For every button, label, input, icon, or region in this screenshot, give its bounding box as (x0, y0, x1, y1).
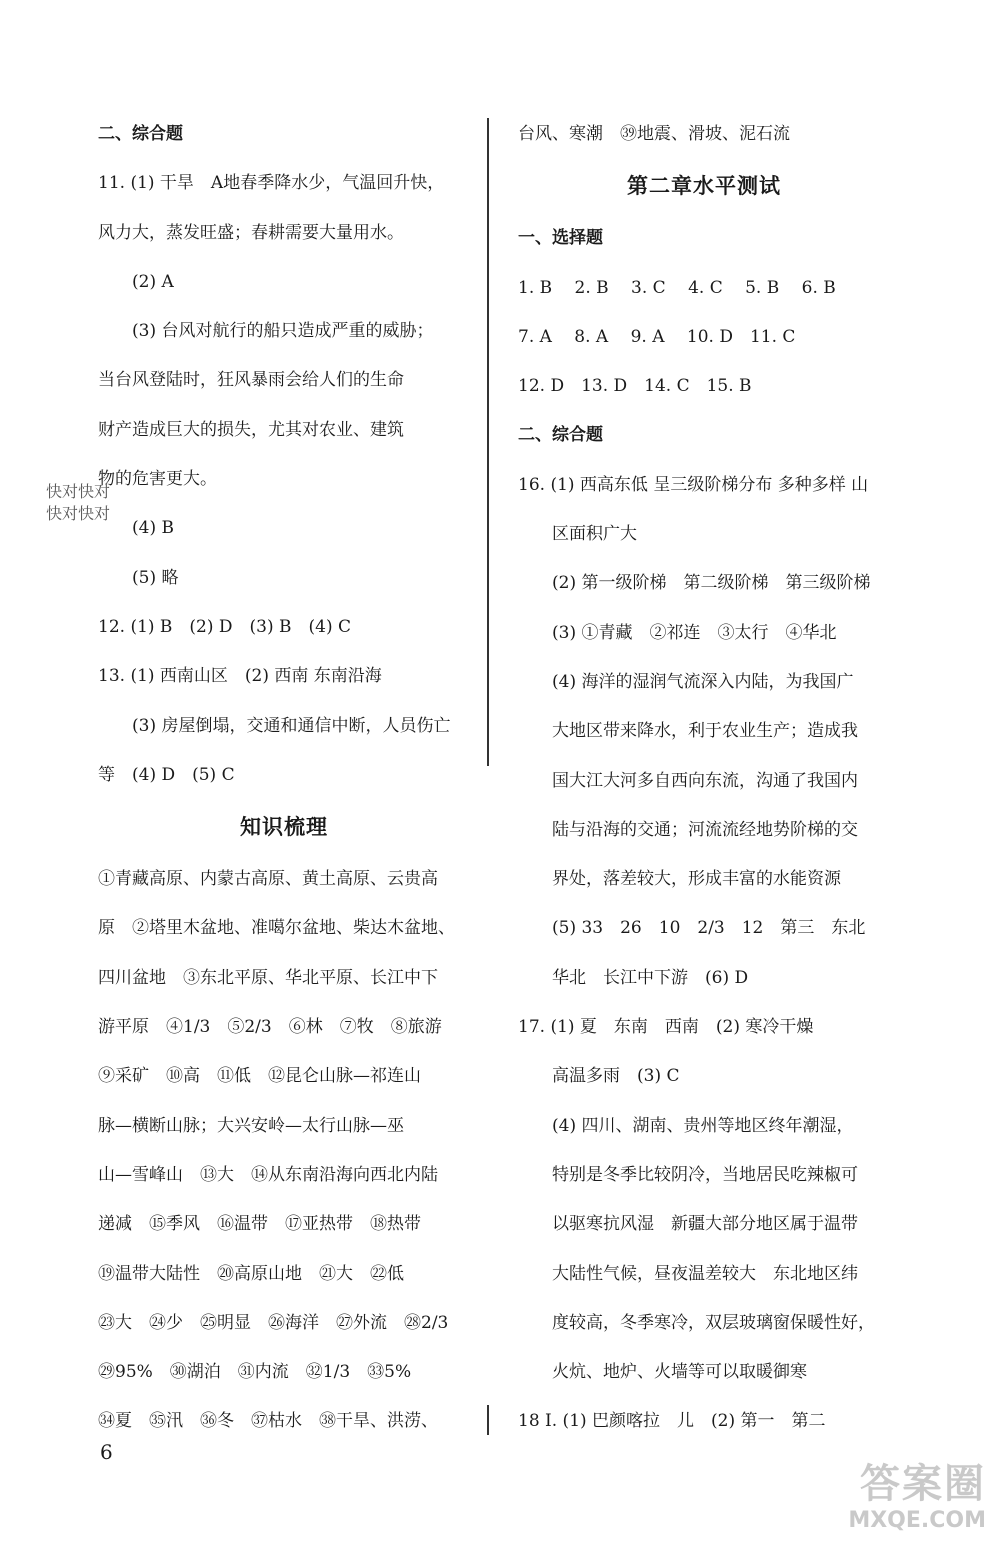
text-line: 大地区带来降水，利于农业生产；造成我 (552, 721, 858, 742)
page-number: 6 (100, 1440, 113, 1464)
text-line: 12. (1) B (2) D (3) B (4) C (98, 616, 351, 637)
text-line: (4) 海洋的湿润气流深入内陆，为我国广 (552, 671, 854, 692)
text-line: 界处，落差较大，形成丰富的水能资源 (552, 869, 841, 890)
text-line: 大陆性气候，昼夜温差较大 东北地区纬 (552, 1263, 858, 1284)
text-line: (4) B (132, 518, 174, 539)
text-line: 区面积广大 (552, 524, 637, 545)
section-heading: 二、综合题 (518, 425, 603, 446)
section-heading: 二、综合题 (98, 124, 183, 144)
text-line: 火炕、地炉、火墙等可以取暖御寒 (552, 1362, 807, 1383)
column-divider-bottom (487, 1405, 489, 1435)
text-line: (3) 台风对航行的船只造成严重的威胁； (132, 321, 434, 342)
text-line: ①青藏高原、内蒙古高原、黄土高原、云贵高 (98, 869, 438, 890)
text-line: 1. B 2. B 3. C 4. C 5. B 6. B (518, 277, 836, 298)
text-line: 游平原 ④1/3 ⑤2/3 ⑥林 ⑦牧 ⑧旅游 (98, 1017, 442, 1038)
section-title: 知识梳理 (240, 815, 328, 840)
watermark-logo: 答案圈 (860, 1461, 986, 1507)
text-line: 17. (1) 夏 东南 西南 (2) 寒冷干燥 (518, 1017, 814, 1038)
text-line: 18 Ⅰ. (1) 巴颜喀拉 儿 (2) 第一 第二 (518, 1411, 826, 1432)
text-line: 度较高，冬季寒冷，双层玻璃窗保暖性好， (552, 1312, 875, 1333)
text-line: 台风、寒潮 ㊴地震、滑坡、泥石流 (518, 124, 790, 144)
text-line: 脉—横断山脉；大兴安岭—太行山脉—巫 (98, 1115, 404, 1136)
watermark-corner (796, 1460, 986, 1540)
section-heading: 一、选择题 (518, 228, 603, 249)
text-line: 原 ②塔里木盆地、准噶尔盆地、柴达木盆地、 (98, 918, 455, 939)
text-line: 递减 ⑮季风 ⑯温带 ⑰亚热带 ⑱热带 (98, 1214, 421, 1235)
text-line: ㉞夏 ㉟汛 ㊱冬 ㊲枯水 ㊳干旱、洪涝、 (98, 1411, 438, 1432)
text-line: 特别是冬季比较阴冷，当地居民吃辣椒可 (552, 1164, 858, 1185)
text-line: (5) 33 26 10 2/3 12 第三 东北 (552, 918, 866, 939)
left-column (98, 110, 470, 1447)
text-line: 风力大，蒸发旺盛；春耕需要大量用水。 (98, 222, 404, 243)
text-line: 山—雪峰山 ⑬大 ⑭从东南沿海向西北内陆 (98, 1164, 438, 1185)
text-line: 华北 长江中下游 (6) D (552, 967, 749, 988)
right-column (518, 110, 890, 1447)
text-line: ㉓大 ㉔少 ㉕明显 ㉖海洋 ㉗外流 ㉘2/3 (98, 1312, 449, 1333)
text-line: 陆与沿海的交通；河流流经地势阶梯的交 (552, 819, 858, 840)
text-line: 13. (1) 西南山区 (2) 西南 东南沿海 (98, 666, 382, 687)
text-line: 当台风登陆时，狂风暴雨会给人们的生命 (98, 370, 404, 391)
text-line: 7. A 8. A 9. A 10. D 11. C (518, 326, 796, 347)
text-line: 财产造成巨大的损失，尤其对农业、建筑 (98, 419, 404, 440)
text-line: (2) A (132, 271, 174, 292)
text-line: ⑲温带大陆性 ⑳高原山地 ㉑大 ㉒低 (98, 1263, 404, 1284)
text-line: ㉙95% ㉚湖泊 ㉛内流 ㉜1/3 ㉝5% (98, 1362, 412, 1383)
text-line: 高温多雨 (3) C (552, 1066, 680, 1087)
text-line: (2) 第一级阶梯 第二级阶梯 第三级阶梯 (552, 573, 871, 594)
text-line: (4) 四川、湖南、贵州等地区终年潮湿， (552, 1115, 854, 1136)
watermark-left-line: 快对快对 (46, 504, 111, 523)
text-line: 国大江大河多自西向东流，沟通了我国内 (552, 770, 858, 791)
column-divider (487, 118, 489, 766)
watermark-left (46, 481, 110, 525)
text-line: ⑨采矿 ⑩高 ⑪低 ⑫昆仑山脉—祁连山 (98, 1066, 421, 1087)
text-line: (3) ①青藏 ②祁连 ③太行 ④华北 (552, 622, 837, 643)
text-line: 以驱寒抗风湿 新疆大部分地区属于温带 (552, 1214, 858, 1235)
text-line: (3) 房屋倒塌，交通和通信中断，人员伤亡 (132, 715, 451, 736)
text-line: 等 (4) D (5) C (98, 764, 235, 785)
text-line: 四川盆地 ③东北平原、华北平原、长江中下 (98, 967, 438, 988)
text-line: 物的危害更大。 (98, 469, 217, 490)
section-title: 第二章水平测试 (627, 174, 781, 199)
text-line: 12. D 13. D 14. C 15. B (518, 376, 752, 397)
watermark-url: MXQE.COM (848, 1508, 986, 1533)
text-line: 16. (1) 西高东低 呈三级阶梯分布 多种多样 山 (518, 474, 869, 495)
text-line: (5) 略 (132, 567, 179, 588)
text-line: 11. (1) 干旱 A地春季降水少，气温回升快， (98, 173, 445, 194)
watermark-left-line: 快对快对 (46, 482, 111, 501)
